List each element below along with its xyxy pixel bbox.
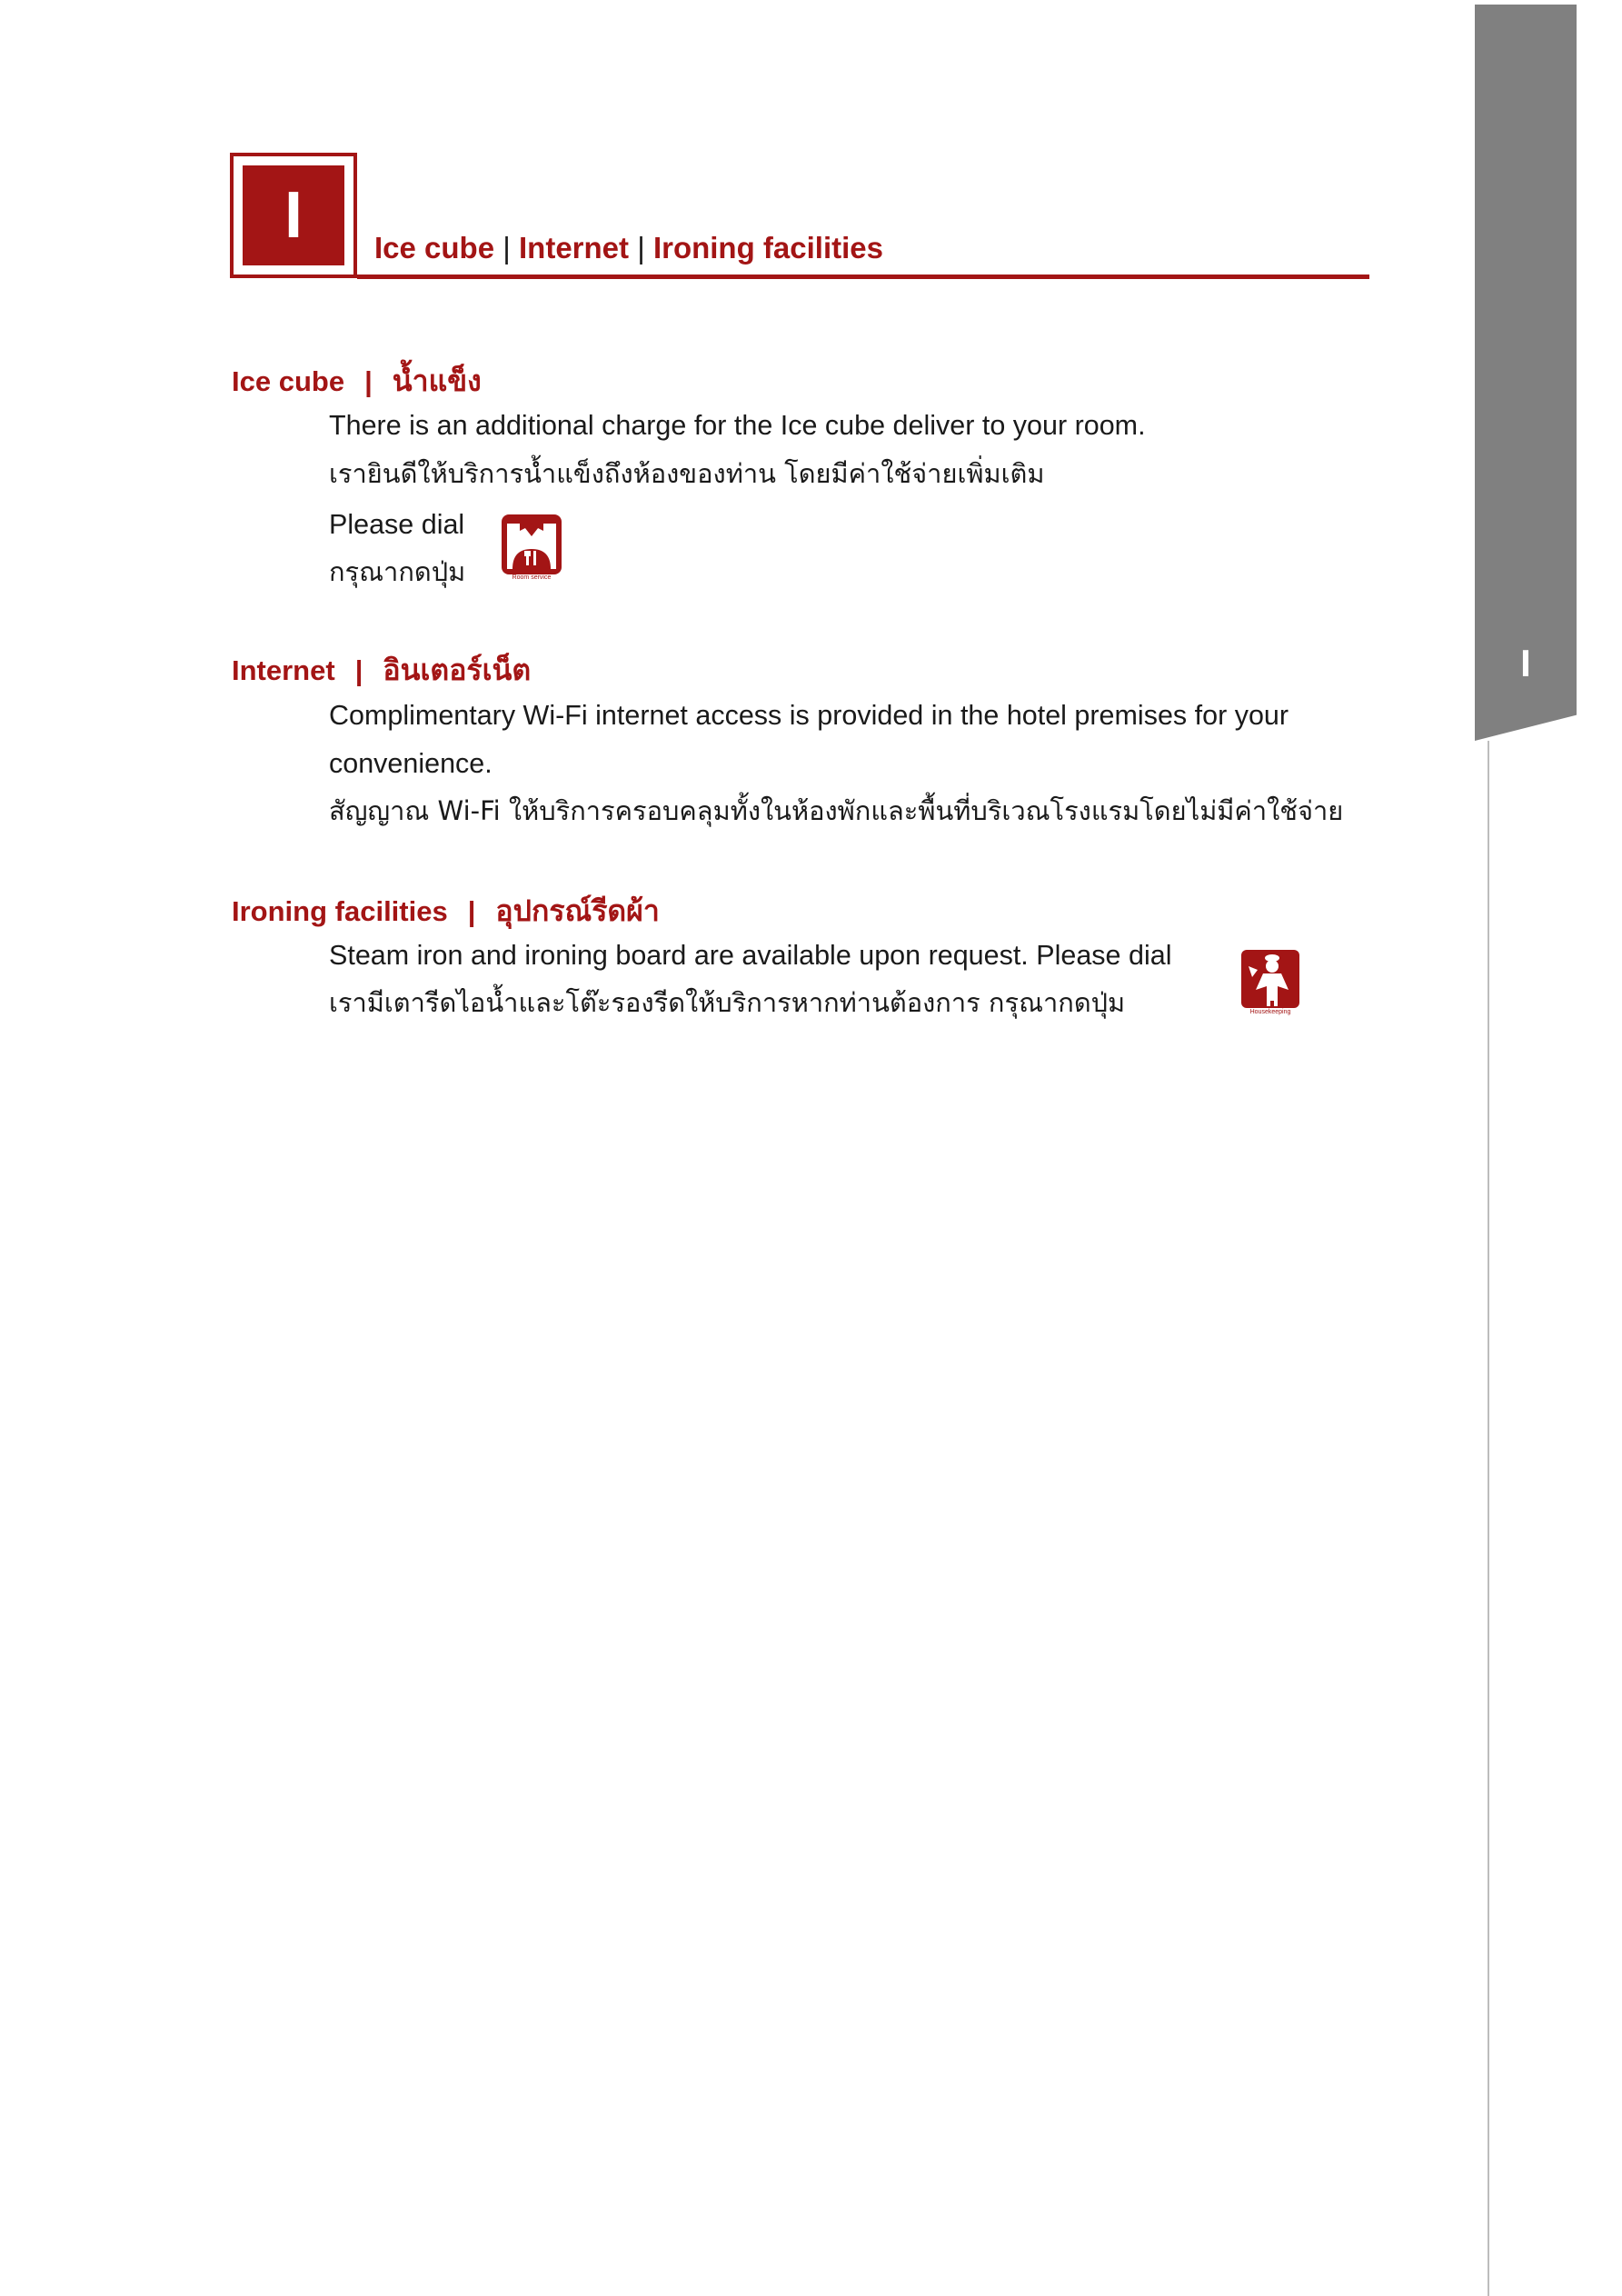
section-title-ironing [232,888,660,934]
section-title-en: Internet [232,654,335,686]
section-title-en: Ironing facilities [232,895,448,927]
section-title-th: อินเตอร์เน็ต [383,653,532,687]
ice-cube-dial-en: Please dial [329,509,465,540]
internet-text-th: สัญญาณ Wi-Fi ให้บริการครอบคลุมทั้งในห้องพักและพื้นที่บริเวณโรงแรมโดยไม่มีค่าใช้จ่าย [329,795,1344,826]
room-service-caption: Room service [512,574,552,581]
room-service-icon [502,514,562,587]
chapter-letter-box [230,153,357,278]
page-title-separator: | [503,231,511,265]
side-tab-letter: I [1520,642,1531,684]
page-title [374,231,883,265]
section-title-internet [232,647,531,694]
section-title-en: Ice cube [232,365,345,397]
section-title-ice-cube [232,358,482,404]
side-tab [1475,5,1577,741]
ice-cube-text-th: เรายินดีให้บริการน้ำแข็งถึงห้องของท่าน โดยมีค่าใช้จ่ายเพิ่มเติม [329,458,1045,489]
page-title-part-3: Ironing facilities [652,231,883,265]
section-title-bar: | [364,365,373,397]
header-rule [357,275,1369,279]
housekeeping-caption: Housekeeping [1249,1009,1291,1015]
section-title-th: อุปกรณ์รีดผ้า [495,893,660,928]
ice-cube-dial-th: กรุณากดปุ่ม [329,556,466,587]
section-title-bar: | [354,654,363,686]
internet-text-en-1: Complimentary Wi-Fi internet access is provided in the hotel premises for your [329,700,1289,731]
page-title-part-2: Internet [519,231,630,265]
page-title-separator: | [637,231,645,265]
chapter-letter: I [284,179,303,252]
section-title-th: น้ำแข็ง [392,364,482,398]
internet-text-en-2: convenience. [329,748,493,779]
ironing-text-th: เรามีเตารีดไอน้ำและโต๊ะรองรีดให้บริการหากท่านต้องการ กรุณากดปุ่ม [329,987,1126,1018]
page-title-part-1: Ice cube [374,231,495,265]
ironing-text-en: Steam iron and ironing board are available upon request. Please dial [329,940,1172,971]
side-divider-line [1488,741,1489,2296]
ice-cube-text-en: There is an additional charge for the Ice cube deliver to your room. [329,410,1146,441]
housekeeping-icon [1241,950,1299,1021]
section-title-bar: | [467,895,476,927]
